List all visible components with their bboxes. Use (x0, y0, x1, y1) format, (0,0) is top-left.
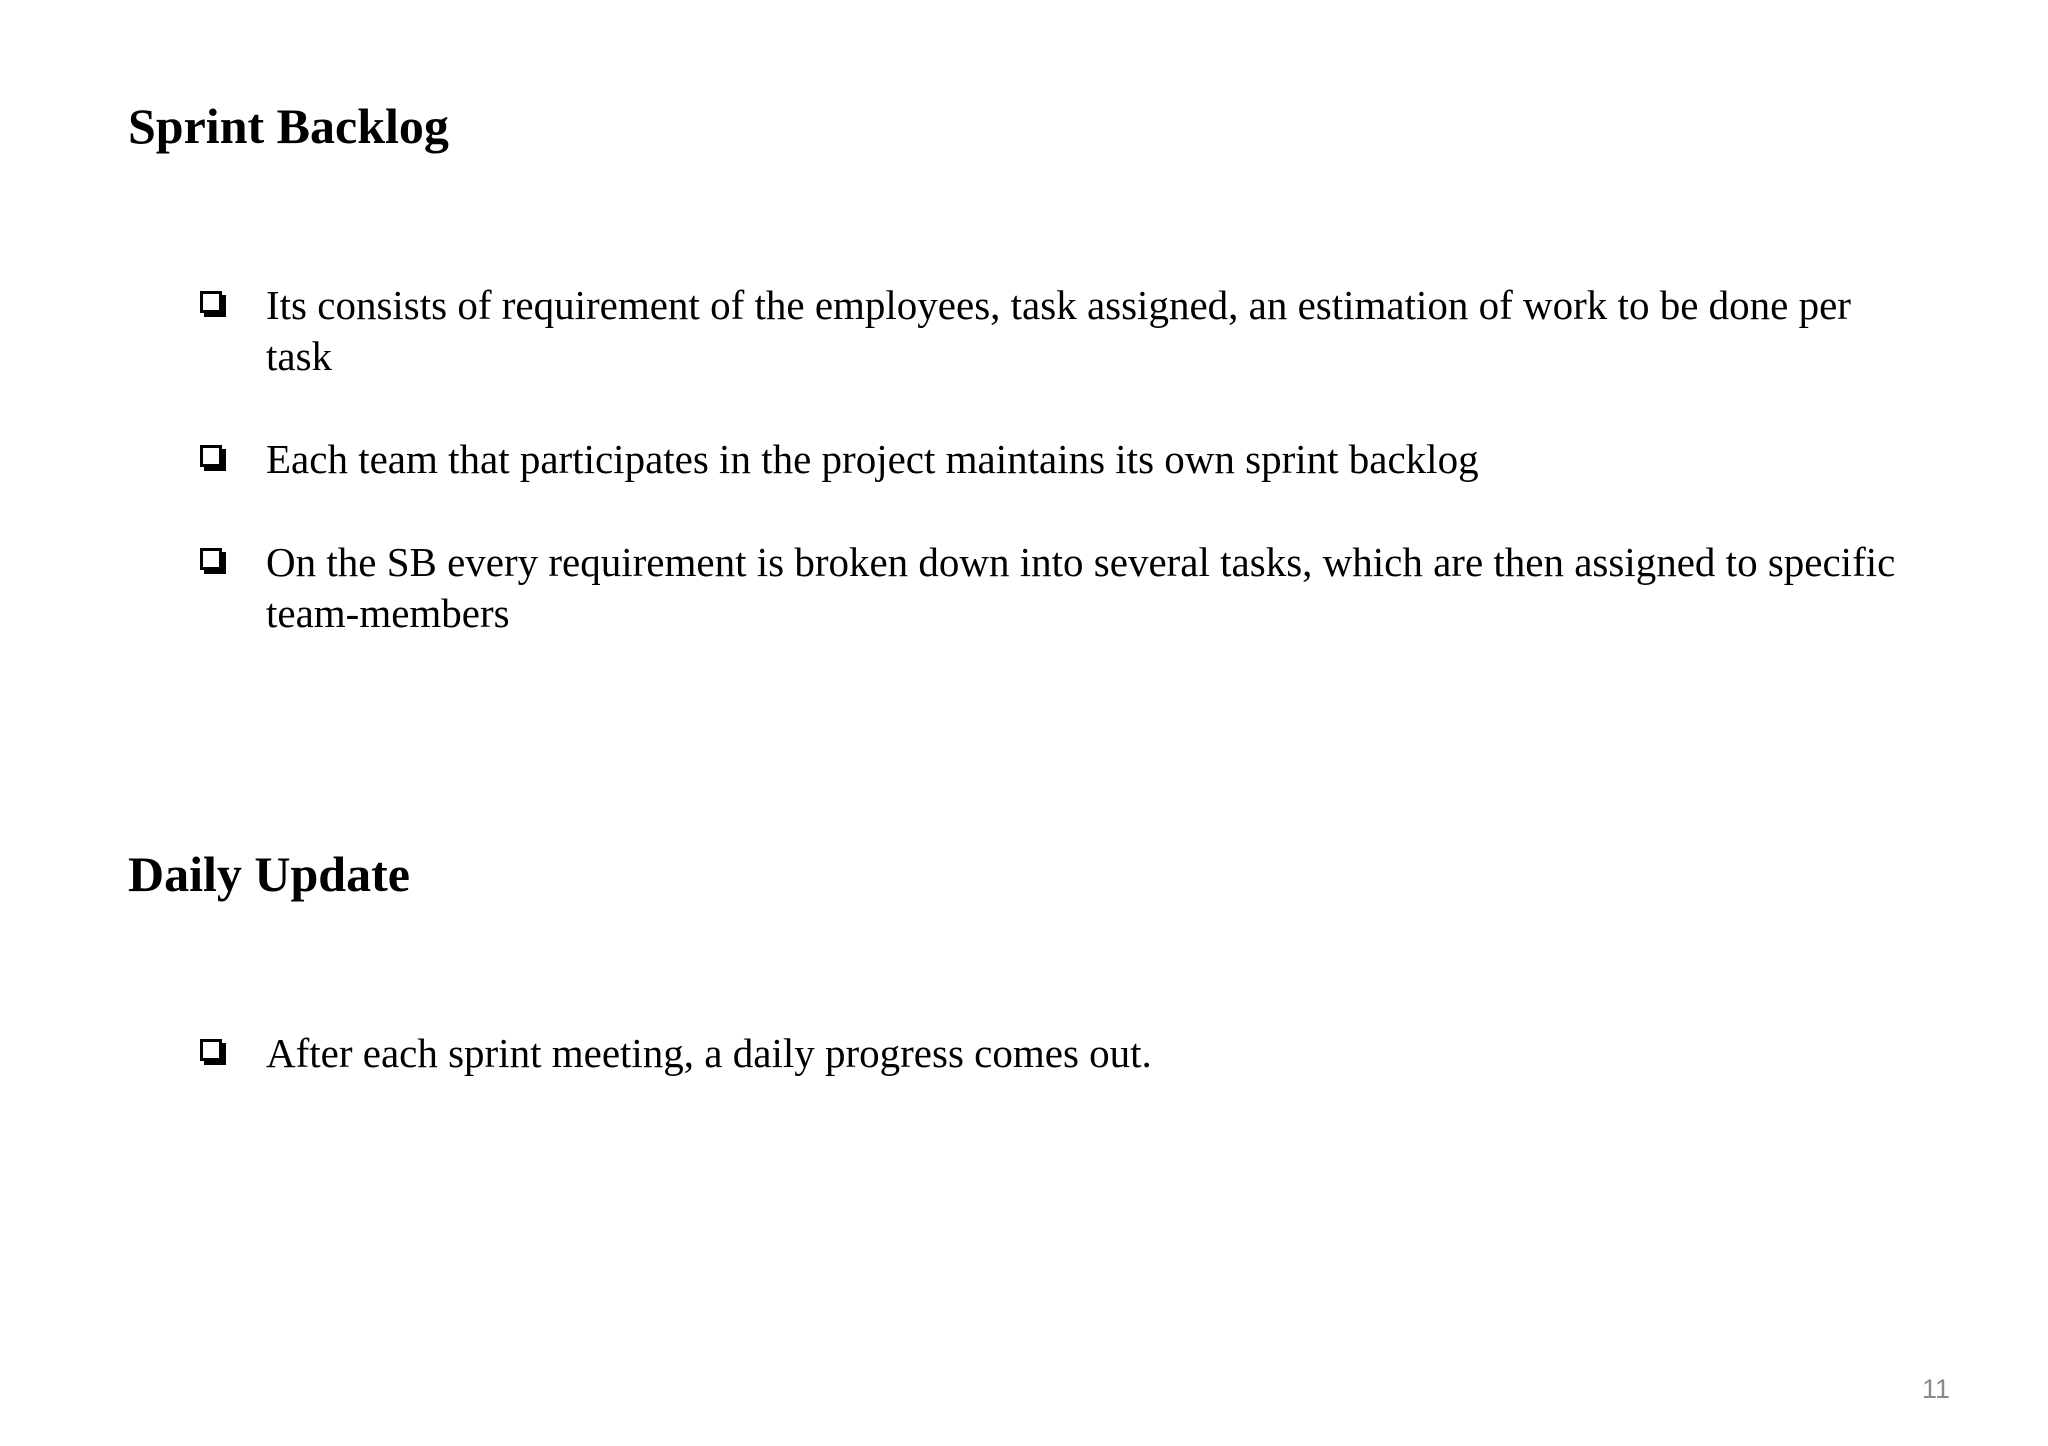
list-item (196, 280, 1896, 382)
list-item-text: Each team that participates in the project maintains its own sprint backlog (266, 436, 1479, 482)
checkbox-bullet-icon (200, 548, 222, 570)
list-item-text: On the SB every requirement is broken down into several tasks, which are then assigned to specific team-members (266, 539, 1896, 636)
list-item-text: After each sprint meeting, a daily progress comes out. (266, 1030, 1152, 1076)
section-title-sprint-backlog: Sprint Backlog (128, 98, 449, 154)
page-number: 11 (1921, 1374, 1950, 1404)
list-item (196, 434, 1896, 485)
sprint-backlog-list (196, 280, 1896, 639)
list-item (196, 537, 1896, 639)
daily-update-list (196, 1028, 1896, 1079)
section-title-daily-update: Daily Update (128, 846, 410, 902)
checkbox-bullet-icon (200, 291, 222, 313)
list-item (196, 1028, 1896, 1079)
list-item-text: Its consists of requirement of the employees, task assigned, an estimation of work to be done per task (266, 282, 1851, 379)
checkbox-bullet-icon (200, 445, 222, 467)
checkbox-bullet-icon (200, 1039, 222, 1061)
